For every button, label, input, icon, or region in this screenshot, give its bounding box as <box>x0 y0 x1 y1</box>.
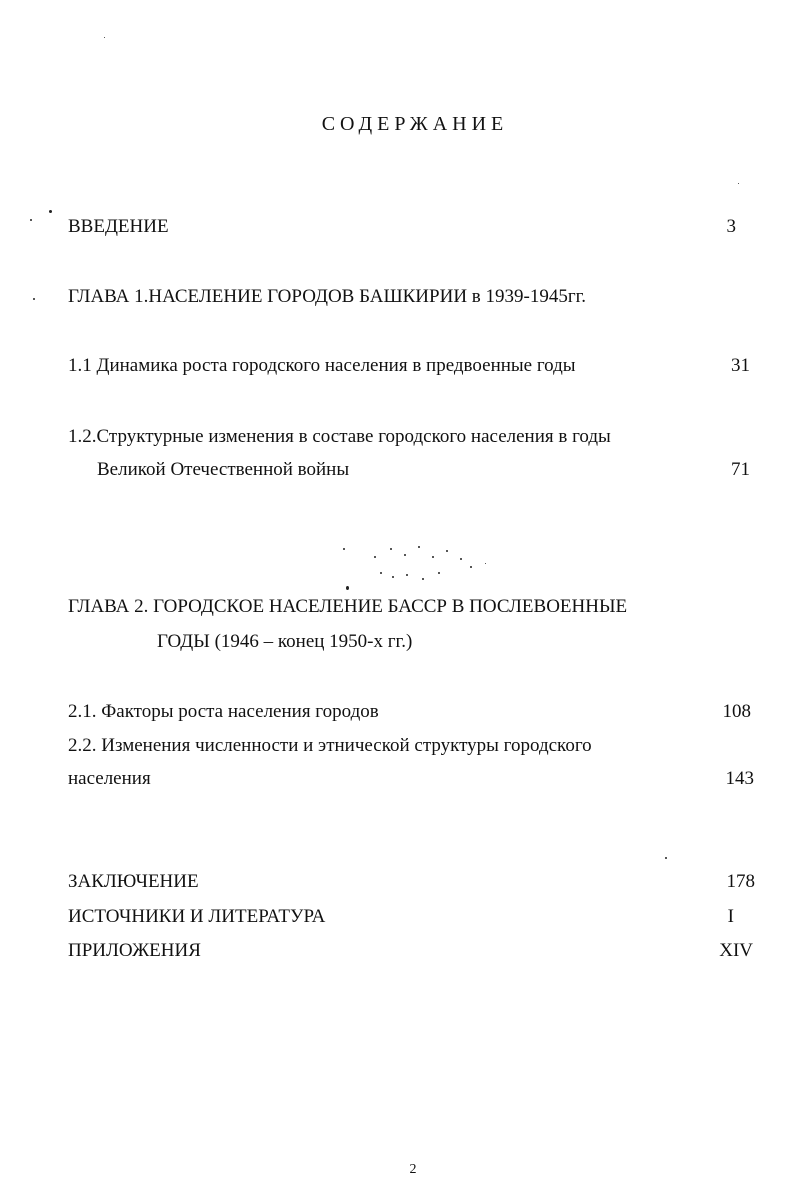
toc-entry-section-1-2-line2: Великой Отечественной войны <box>97 459 350 480</box>
toc-entry-section-1-1: 1.1 Динамика роста городского населения в предвоенные годы <box>68 355 576 376</box>
toc-entry-section-2-2-line1: 2.2. Изменения численности и этнической структуры городского <box>68 735 592 756</box>
toc-entry-appendix: ПРИЛОЖЕНИЯ <box>68 940 201 961</box>
toc-entry-section-1-2-line1: 1.2.Структурные изменения в составе городского населения в годы <box>68 426 611 447</box>
toc-entry-conclusion: ЗАКЛЮЧЕНИЕ <box>68 871 199 892</box>
toc-entry-chapter-2-line1: ГЛАВА 2. ГОРОДСКОЕ НАСЕЛЕНИЕ БАССР В ПОСЛЕВОЕННЫЕ <box>68 596 628 617</box>
page-title: СОДЕРЖАНИЕ <box>321 113 509 135</box>
toc-page-section-2-1: 108 <box>722 701 751 722</box>
toc-page-intro: 3 <box>726 216 736 237</box>
toc-entry-section-2-2-line2: населения <box>68 768 151 789</box>
toc-entry-sources: ИСТОЧНИКИ И ЛИТЕРАТУРА <box>68 906 326 927</box>
toc-page-sources: I <box>727 906 734 927</box>
toc-page-section-1-2: 71 <box>731 459 750 480</box>
toc-entry-chapter-2-line2: ГОДЫ (1946 – конец 1950-х гг.) <box>157 631 413 652</box>
toc-page-section-2-2: 143 <box>725 768 754 789</box>
toc-page-appendix: XIV <box>719 940 753 961</box>
toc-page-conclusion: 178 <box>726 871 755 892</box>
page-number: 2 <box>409 1162 417 1177</box>
toc-entry-section-2-1: 2.1. Факторы роста населения городов <box>68 701 379 722</box>
toc-page-section-1-1: 31 <box>731 355 750 376</box>
toc-entry-chapter-1: ГЛАВА 1.НАСЕЛЕНИЕ ГОРОДОВ БАШКИРИИ в 1939-1945гг. <box>68 286 587 307</box>
toc-entry-intro: ВВЕДЕНИЕ <box>68 216 169 237</box>
